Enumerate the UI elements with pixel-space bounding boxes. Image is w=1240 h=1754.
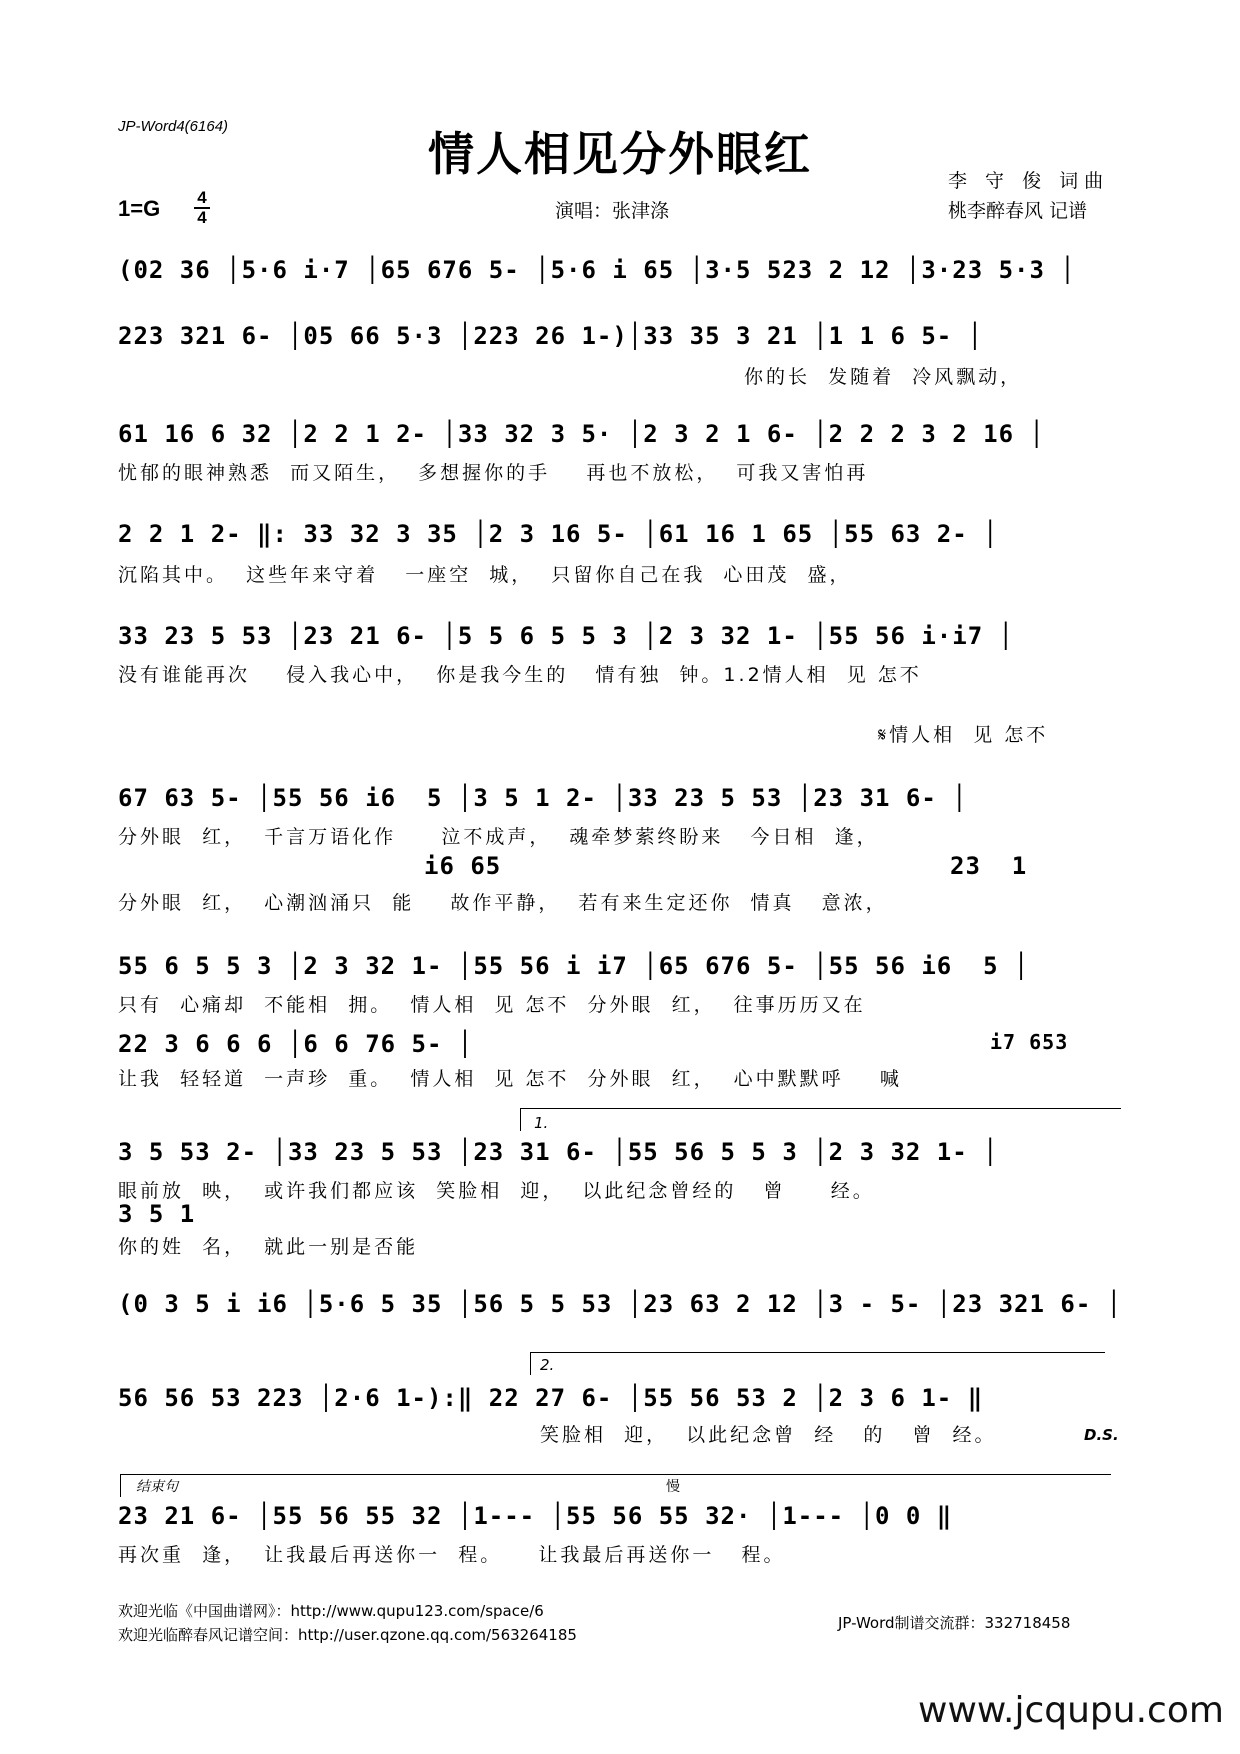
lyrics-line-4: 沉陷其中。 这些年来守着 一座空 城， 只留你自己在我 心田茂 盛， <box>118 564 852 586</box>
melody-line-8-alt: i7 653 <box>990 1030 1069 1054</box>
volta-bracket-2 <box>530 1352 1105 1375</box>
melody-line-5: 33 23 5 53 │23 21 6- │5 5 6 5 5 3 │2 3 32 1- │55 56 i·i7 │ <box>118 622 1015 650</box>
lyrics-line-3: 忧郁的眼神熟悉 而又陌生， 多想握你的手 再也不放松， 可我又害怕再 <box>118 462 869 484</box>
footer-link-2: 欢迎光临醉春风记谱空间：http://user.qzone.qq.com/563264185 <box>118 1626 577 1644</box>
footer-group: JP-Word制谱交流群：332718458 <box>838 1614 1071 1632</box>
notation-credit: 桃李醉春风 记谱 <box>948 200 1088 222</box>
lyrics-line-9b: 你的姓 名， 就此一别是否能 <box>118 1236 419 1258</box>
lyrics-line-9: 眼前放 映， 或许我们都应该 笑脸相 迎， 以此纪念曾经的 曾 经。 <box>118 1180 875 1202</box>
lyrics-line-8: 让我 轻轻道 一声珍 重。 情人相 见 怎不 分外眼 红， 心中默默呼 喊 <box>118 1068 902 1090</box>
coda-label: 结束句 <box>136 1479 178 1495</box>
key-signature: 1=G <box>118 196 161 221</box>
ds-mark: D.S. <box>1084 1426 1119 1444</box>
time-top: 4 <box>197 188 207 207</box>
composer-credit: 李 守 俊 词曲 <box>948 170 1110 192</box>
melody-line-9-alt: 3 5 1 <box>118 1200 196 1228</box>
melody-line-11: 56 56 53 223 │2·6 1-):‖ 22 27 6- │55 56 53 2 │2 3 6 1- ‖ <box>118 1384 984 1412</box>
melody-line-12: 23 21 6- │55 56 55 32 │1--- │55 56 55 32· │1--- │0 0 ‖ <box>118 1502 953 1530</box>
melody-line-3: 61 16 6 32 │2 2 1 2- │33 32 3 5· │2 3 2 1 6- │2 2 2 3 2 16 │ <box>118 420 1045 448</box>
melody-line-6: 67 63 5- │55 56 i6 5 │3 5 1 2- │33 23 5 53 │23 31 6- │ <box>118 784 968 812</box>
volta-bracket-1 <box>520 1108 1121 1131</box>
lyrics-line-6: 分外眼 红， 千言万语化作 泣不成声， 魂牵梦萦终盼来 今日相 逢， <box>118 826 879 848</box>
meta-code: JP-Word4(6164) <box>118 118 229 135</box>
lyrics-line-5: 没有谁能再次 侵入我心中， 你是我今生的 情有独 钟。1.2情人相 见 怎不 <box>118 664 922 686</box>
lyrics-line-7: 只有 心痛却 不能相 拥。 情人相 见 怎不 分外眼 红， 往事历历又在 <box>118 994 866 1016</box>
melody-line-6-alt2: 23 1 <box>950 852 1028 880</box>
melody-line-6-alt: i6 65 <box>424 852 502 880</box>
melody-line-2: 223 321 6- │05 66 5·3 │223 26 1-)│33 35 3 21 │1 1 6 5- │ <box>118 322 984 350</box>
melody-line-8: 22 3 6 6 6 │6 6 76 5- │ <box>118 1030 474 1058</box>
tempo-slow-mark: 慢 <box>666 1479 680 1495</box>
melody-line-7: 55 6 5 5 3 │2 3 32 1- │55 56 i i7 │65 676 5- │55 56 i6 5 │ <box>118 952 1030 980</box>
lyrics-line-6b: 分外眼 红， 心潮汹涌只 能 故作平静， 若有来生定还你 情真 意浓， <box>118 892 888 914</box>
coda-bracket <box>120 1474 1111 1497</box>
lyrics-line-2: 你的长 发随着 冷风飘动， <box>744 366 1023 388</box>
watermark: www.jcqupu.com <box>918 1690 1224 1731</box>
time-signature <box>192 190 212 226</box>
segno-lyrics: 𝄋情人相 见 怎不 <box>878 724 1049 746</box>
footer-link-1: 欢迎光临《中国曲谱网》：http://www.qupu123.com/space/6 <box>118 1602 544 1620</box>
lyrics-line-12: 再次重 逢， 让我最后再送你一 程。 让我最后再送你一 程。 <box>118 1544 786 1566</box>
page-title: 情人相见分外眼红 <box>428 127 812 181</box>
time-bottom: 4 <box>197 208 207 227</box>
volta-1-label: 1. <box>534 1114 549 1132</box>
melody-line-4: 2 2 1 2- ‖: 33 32 3 35 │2 3 16 5- │61 16 1 65 │55 63 2- │ <box>118 520 999 548</box>
melody-line-9: 3 5 53 2- │33 23 5 53 │23 31 6- │55 56 5 5 3 │2 3 32 1- │ <box>118 1138 999 1166</box>
singer-credit: 演唱：张津涤 <box>555 200 670 222</box>
volta-2-label: 2. <box>540 1356 555 1374</box>
lyrics-line-11: 笑脸相 迎， 以此纪念曾 经 的 曾 经。 <box>540 1424 997 1446</box>
melody-line-1: (02 36 │5·6 i·7 │65 676 5- │5·6 i 65 │3·5 523 2 12 │3·23 5·3 │ <box>118 256 1076 284</box>
melody-line-10: (0 3 5 i i6 │5·6 5 35 │56 5 5 53 │23 63 2 12 │3 - 5- │23 321 6- │ <box>118 1290 1123 1318</box>
